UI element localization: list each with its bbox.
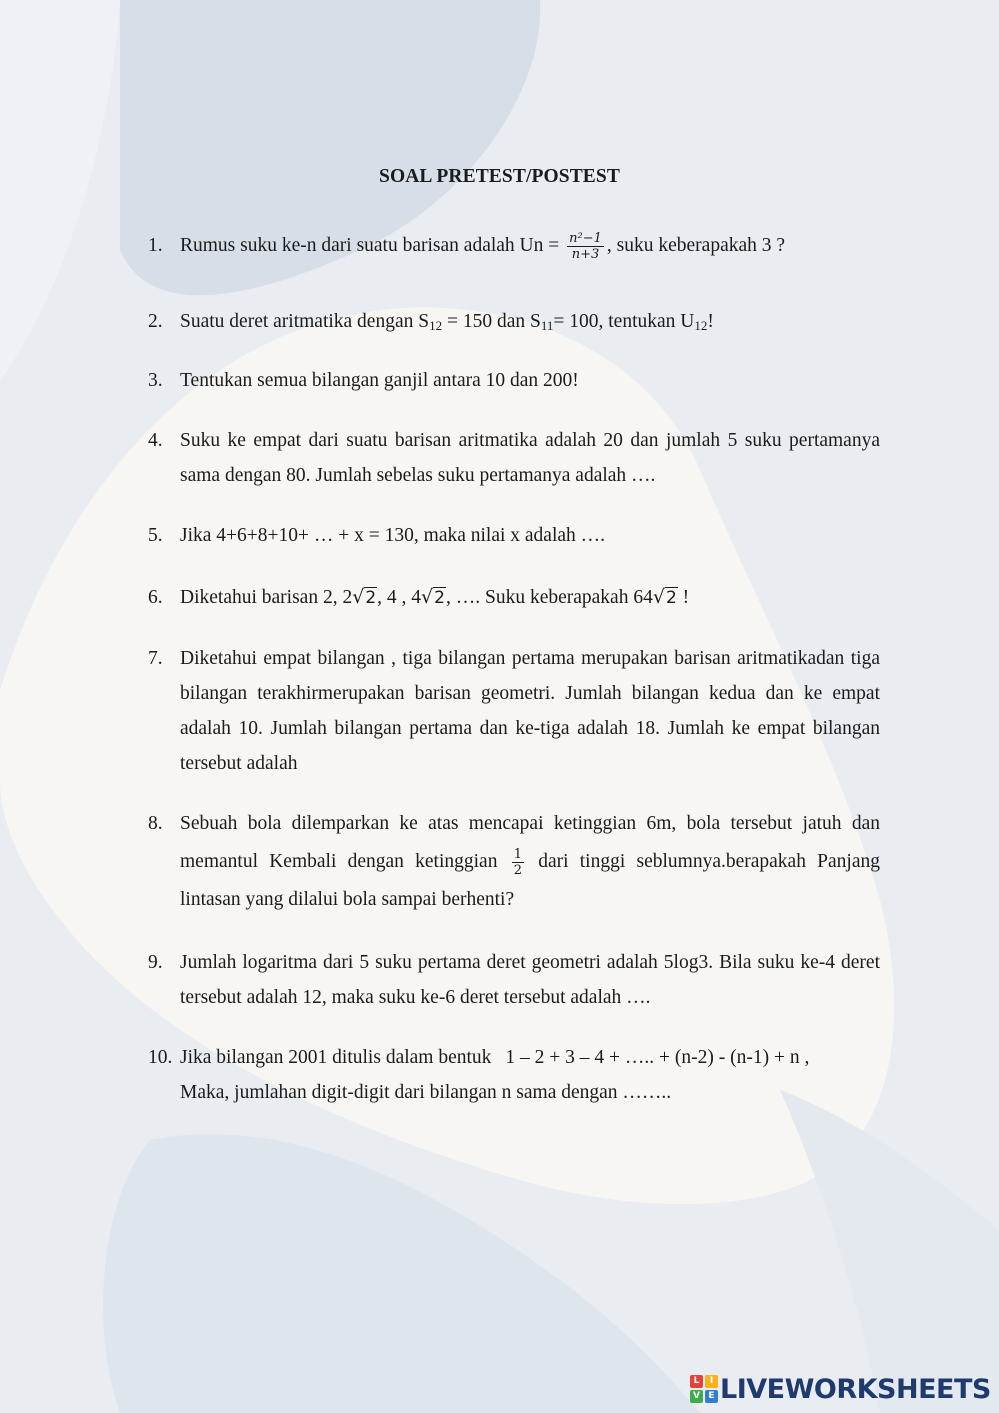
- question-text: Jika 4+6+8+10+ … + x = 130, maka nilai x adalah ….: [180, 525, 606, 546]
- question-text: Diketahui barisan 2, 2: [180, 587, 353, 608]
- question-text: , suku keberapakah 3 ?: [606, 235, 786, 256]
- question-1: [148, 228, 880, 263]
- radicand: 2: [665, 588, 677, 608]
- radicand: 2: [365, 588, 377, 608]
- fraction: [567, 231, 604, 262]
- fraction: [512, 847, 524, 878]
- question-number: 9.: [148, 952, 163, 973]
- question-number: 2.: [148, 311, 163, 332]
- question-6: [148, 580, 880, 616]
- question-text: dari tinggi seblumnya.berapakah Panjang lintasan yang dilalui bola sampai berhenti?: [180, 851, 881, 910]
- question-text: Suku ke empat dari suatu barisan aritmatika adalah 20 dan jumlah 5 suku pertamanya sama dengan 80. Jumlah sebelas suku pertamanya adalah ….: [180, 430, 880, 486]
- question-number: 1.: [148, 235, 163, 256]
- question-number: 4.: [148, 430, 163, 451]
- question-text: , …. Suku keberapakah 64: [445, 587, 653, 608]
- question-text: = 100, tentukan U: [553, 311, 695, 332]
- square-root: √2: [421, 586, 445, 608]
- question-number: 6.: [148, 587, 163, 608]
- fraction-denominator: n+3: [571, 247, 600, 263]
- subscript: 11: [540, 318, 554, 333]
- question-number: 3.: [148, 370, 163, 391]
- liveworksheets-logo: [690, 1372, 991, 1406]
- question-text: Suatu deret aritmatika dengan S: [180, 311, 430, 332]
- logo-mark-icon: L I V E: [690, 1375, 718, 1403]
- question-number: 7.: [148, 648, 163, 669]
- question-text: !: [707, 311, 714, 332]
- fraction-numerator: 1: [513, 847, 522, 863]
- question-text: Sebuah bola dilemparkan ke atas mencapai ketinggian 6m, bola tersebut jatuh dan memantul Kembali dengan ketinggian: [180, 813, 880, 872]
- question-text: Diketahui empat bilangan , tiga bilangan pertama merupakan barisan aritmatikadan tiga bilangan terakhirmerupakan barisan geometri. Jumlah bilangan kedua dan ke empat adalah 10. Jumlah bilangan pertama dan ke-tiga adalah 18. Jumlah ke empat bilangan tersebut adalah: [180, 648, 880, 774]
- question-5: [148, 518, 880, 553]
- logo-text: LIVEWORKSHEETS: [720, 1373, 991, 1405]
- question-text: , 4 , 4: [377, 587, 422, 608]
- question-text: Tentukan semua bilangan ganjil antara 10 dan 200!: [180, 370, 579, 391]
- question-9: [148, 945, 880, 1015]
- question-number: 5.: [148, 525, 163, 546]
- fraction-denominator: 2: [513, 863, 522, 879]
- question-number: 10.: [148, 1047, 173, 1068]
- question-text: = 150 dan S: [442, 311, 541, 332]
- question-4: [148, 423, 880, 493]
- subscript: 12: [694, 318, 708, 333]
- question-text: Jumlah logaritma dari 5 suku pertama deret geometri adalah 5log3. Bila suku ke-4 deret tersebut adalah 12, maka suku ke-6 deret tersebut adalah ….: [180, 952, 880, 1008]
- page-title: SOAL PRETEST/POSTEST: [379, 166, 620, 187]
- question-text: Maka, jumlahan digit-digit dari bilangan n sama dengan ……..: [180, 1082, 672, 1103]
- question-8: [148, 805, 880, 919]
- question-3: [148, 363, 880, 398]
- question-number: 8.: [148, 813, 163, 834]
- fraction-numerator: n²−1: [569, 231, 602, 247]
- square-root: √2: [652, 586, 677, 608]
- question-text: Jika bilangan 2001 ditulis dalam bentuk: [180, 1047, 492, 1068]
- question-10: [148, 1040, 880, 1110]
- square-root: √2: [352, 586, 377, 608]
- subscript: 12: [429, 318, 443, 333]
- question-2: [148, 304, 880, 339]
- question-text: Rumus suku ke-n dari suatu barisan adalah Un =: [180, 235, 560, 256]
- question-text: !: [677, 587, 690, 608]
- question-7: [148, 641, 880, 781]
- expression: 1 – 2 + 3 – 4 + ….. + (n-2) - (n-1) + n ,: [505, 1047, 810, 1068]
- radicand: 2: [434, 588, 445, 608]
